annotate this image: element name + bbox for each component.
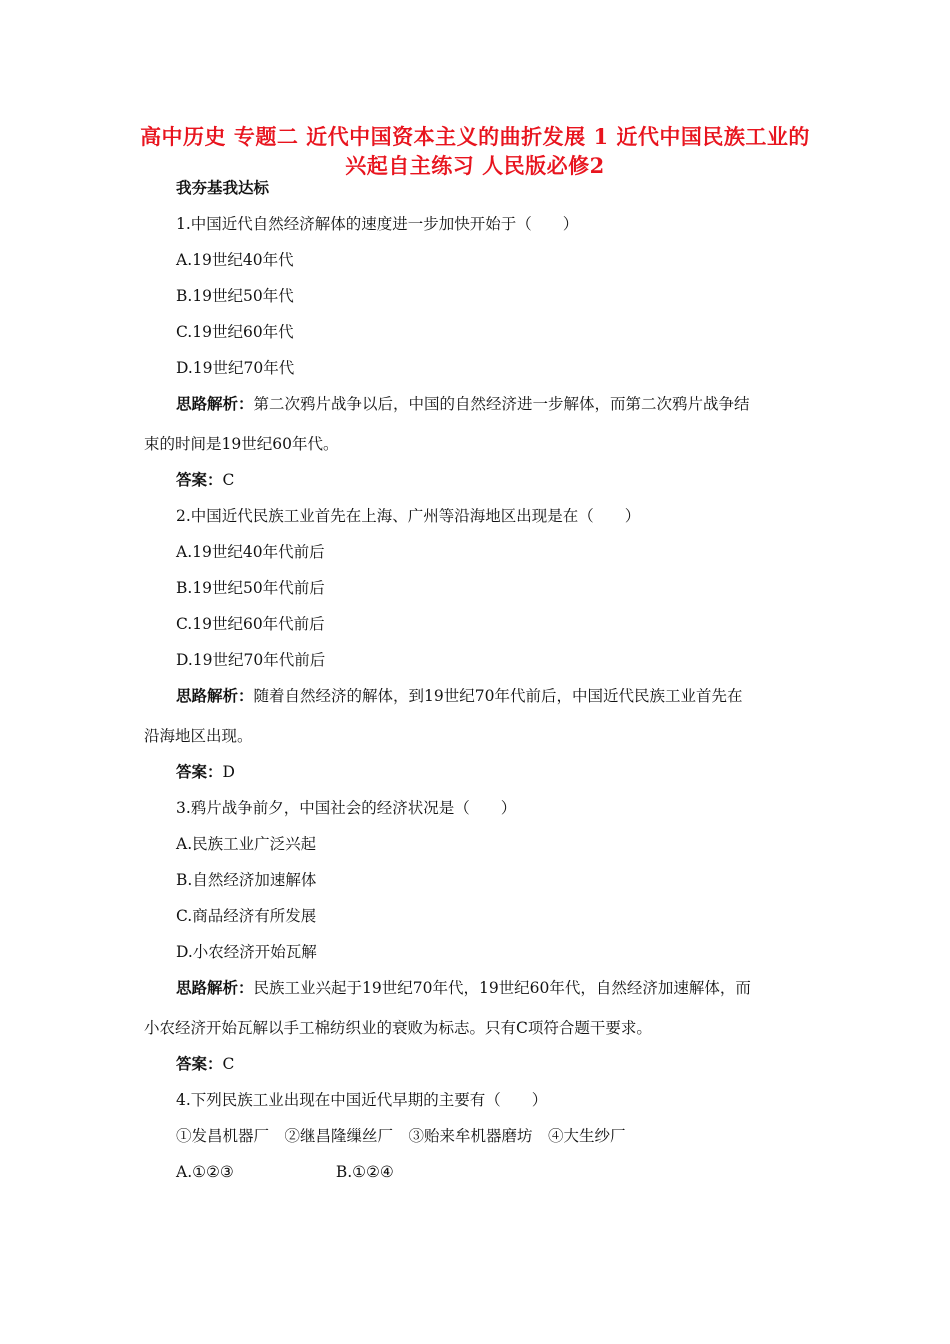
question-2-answer bbox=[176, 762, 235, 782]
answer-label: 答案： bbox=[176, 762, 223, 781]
answer-value: C bbox=[222, 471, 235, 489]
question-1-option-c: C.19世纪60年代 bbox=[176, 323, 294, 341]
document-title: 高中历史 专题二 近代中国资本主义的曲折发展 1 近代中国民族工业的兴起自主练习 人民版必修2 bbox=[140, 124, 810, 178]
question-3-stem: 3.鸦片战争前夕，中国社会的经济状况是（ ） bbox=[176, 799, 517, 817]
question-3-analysis bbox=[176, 978, 751, 998]
question-4-option-a: A.①②③ bbox=[176, 1163, 234, 1181]
question-3-option-c: C.商品经济有所发展 bbox=[176, 907, 317, 925]
question-1-analysis bbox=[176, 394, 750, 414]
question-3-analysis-cont: 小农经济开始瓦解以手工棉纺织业的衰败为标志。只有C项符合题干要求。 bbox=[144, 1019, 652, 1037]
question-1-option-b: B.19世纪50年代 bbox=[176, 287, 294, 305]
question-1-answer bbox=[176, 470, 234, 490]
analysis-text: 第二次鸦片战争以后，中国的自然经济进一步解体，而第二次鸦片战争结 bbox=[253, 395, 750, 413]
question-2-analysis-cont: 沿海地区出现。 bbox=[144, 727, 253, 745]
answer-label: 答案： bbox=[176, 470, 223, 489]
question-2-analysis bbox=[176, 686, 742, 706]
question-2-option-c: C.19世纪60年代前后 bbox=[176, 615, 325, 633]
question-4-items: ①发昌机器厂 ②继昌隆缫丝厂 ③贻来牟机器磨坊 ④大生纱厂 bbox=[176, 1127, 626, 1145]
question-4-options bbox=[176, 1162, 394, 1182]
question-3-answer bbox=[176, 1054, 234, 1074]
question-2-option-d: D.19世纪70年代前后 bbox=[176, 651, 326, 669]
answer-value: D bbox=[222, 763, 235, 781]
question-1-analysis-cont: 束的时间是19世纪60年代。 bbox=[144, 435, 339, 453]
analysis-label: 思路解析： bbox=[176, 394, 254, 413]
answer-value: C bbox=[222, 1055, 235, 1073]
question-2-stem: 2.中国近代民族工业首先在上海、广州等沿海地区出现是在（ ） bbox=[176, 507, 641, 525]
question-1-option-a: A.19世纪40年代 bbox=[176, 251, 294, 269]
analysis-label: 思路解析： bbox=[176, 978, 254, 997]
answer-label: 答案： bbox=[176, 1054, 223, 1073]
section-heading: 我夯基我达标 bbox=[176, 178, 270, 197]
question-3-option-b: B.自然经济加速解体 bbox=[176, 871, 317, 889]
question-2-option-b: B.19世纪50年代前后 bbox=[176, 579, 325, 597]
question-1-stem: 1.中国近代自然经济解体的速度进一步加快开始于（ ） bbox=[176, 215, 579, 233]
analysis-text: 民族工业兴起于19世纪70年代，19世纪60年代，自然经济加速解体，而 bbox=[253, 979, 751, 997]
question-4-stem: 4.下列民族工业出现在中国近代早期的主要有（ ） bbox=[176, 1091, 548, 1109]
analysis-label: 思路解析： bbox=[176, 686, 254, 705]
analysis-text: 随着自然经济的解体，到19世纪70年代前后，中国近代民族工业首先在 bbox=[253, 687, 743, 705]
question-3-option-a: A.民族工业广泛兴起 bbox=[176, 835, 317, 853]
question-3-option-d: D.小农经济开始瓦解 bbox=[176, 943, 317, 961]
question-2-option-a: A.19世纪40年代前后 bbox=[176, 543, 325, 561]
question-4-option-b: B.①②④ bbox=[335, 1163, 394, 1181]
question-1-option-d: D.19世纪70年代 bbox=[176, 359, 295, 377]
